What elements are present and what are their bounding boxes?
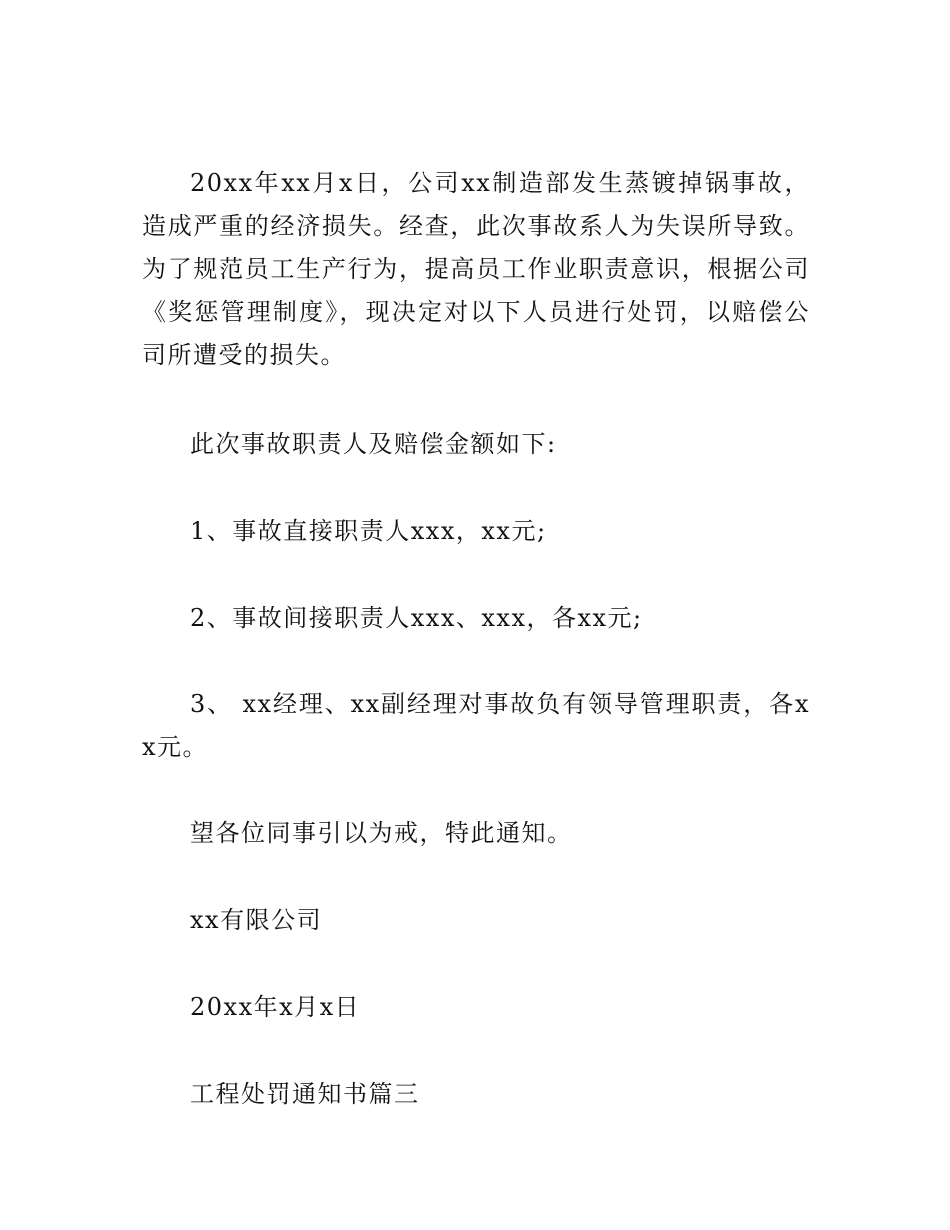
list-item-direct-liability: 1、事故直接职责人xxx，xx元;: [190, 517, 547, 545]
paragraph-liability-intro: 此次事故职责人及赔偿金额如下:: [190, 430, 557, 458]
list-item-management-liability: 3、 xx经理、xx副经理对事故负有领导管理职责，各xx元。: [142, 690, 810, 761]
paragraph-incident-summary: 20xx年xx月x日，公司xx制造部发生蒸镀掉锅事故，造成严重的经济损失。经查，此次事故系人为失误所导致。为了规范员工生产行为，提高员工作业职责意识，根据公司《奖惩管理制度》，现决定对以下人员进行处罚，以赔偿公司所遭受的损失。: [142, 169, 810, 369]
signature-date: 20xx年x月x日: [190, 993, 361, 1021]
list-item-indirect-liability: 2、事故间接职责人xxx、xxx，各xx元;: [190, 604, 643, 632]
paragraph-closing-remark: 望各位同事引以为戒，特此通知。: [190, 819, 573, 847]
section-heading: 工程处罚通知书篇三: [190, 1080, 420, 1108]
signature-company: xx有限公司: [190, 906, 323, 934]
